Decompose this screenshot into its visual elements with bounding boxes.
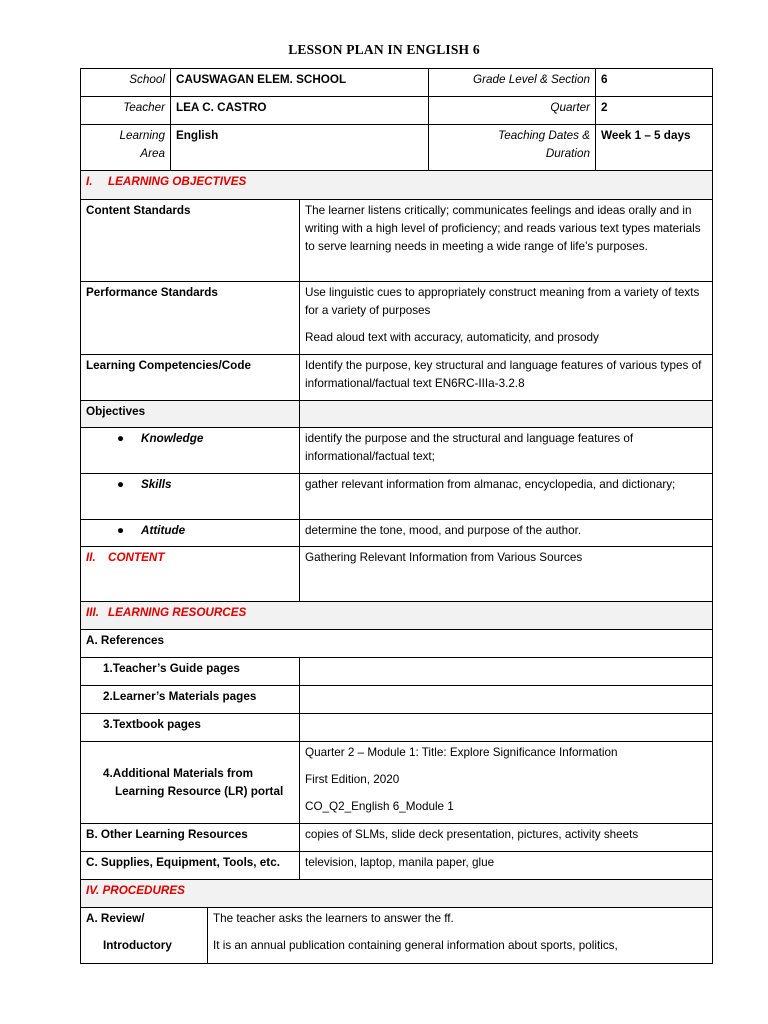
objectives-value [300,401,713,428]
quarter-label: Quarter [429,97,596,125]
header-row-school [81,69,713,97]
content-value: Gathering Relevant Information from Various Sources [300,547,713,602]
row-additional-materials [81,742,713,824]
bullet-icon: ● [117,478,125,491]
review-label [81,908,208,964]
additional-materials-value [300,742,713,824]
row-references [81,630,713,658]
content-standards-value: The learner listens critically; communicates feelings and ideas orally and in writing with a high level of proficiency; and reads various text types materials to serve learning needs in meeting a wide range of life’s purposes. [300,200,713,282]
performance-standards-label: Performance Standards [81,282,300,355]
header-row-area [81,125,713,171]
header-info-table [80,68,713,171]
knowledge-value: identify the purpose and the structural and language features of informational/factual text; [300,428,713,474]
row-content-standards [81,200,713,282]
review-value [208,908,713,964]
school-label: School [81,69,171,97]
other-resources-label: B. Other Learning Resources [81,824,300,852]
row-learners-materials [81,686,713,714]
row-review [81,908,713,964]
additional-materials-text-2: First Edition, 2020 [305,773,400,786]
row-objectives [81,401,713,428]
page-title: LESSON PLAN IN ENGLISH 6 [288,42,480,57]
teachers-guide-value [300,658,713,686]
row-knowledge [81,428,713,474]
grade-value: 6 [596,69,713,97]
bullet-icon: ● [117,432,125,445]
section-procedures [81,880,713,908]
section-learning-resources-header [81,602,713,630]
quarter-value: 2 [596,97,713,125]
learning-competencies-label: Learning Competencies/Code [81,355,300,401]
lesson-plan-table [80,170,713,964]
section-label: LEARNING OBJECTIVES [108,175,247,188]
teaching-dates-label-line1: Teaching Dates & [498,129,590,142]
row-textbook [81,714,713,742]
attitude-label-text: Attitude [141,524,186,537]
learning-competencies-value: Identify the purpose, key structural and language features of various types of informational/factual text EN6RC-IIIa-3.2.8 [300,355,713,401]
teaching-dates-label [429,125,596,171]
teacher-value: LEA C. CASTRO [171,97,429,125]
additional-materials-label-line1: 4.Additional Materials from [103,767,254,780]
performance-standards-value [300,282,713,355]
performance-standards-text-1: Use linguistic cues to appropriately construct meaning from a variety of texts for a variety of purposes [305,286,700,317]
performance-standards-text-2: Read aloud text with accuracy, automaticity, and prosody [305,331,599,344]
learning-area-label [81,125,171,171]
school-value: CAUSWAGAN ELEM. SCHOOL [171,69,429,97]
supplies-value: television, laptop, manila paper, glue [300,852,713,880]
additional-materials-text-3: CO_Q2_English 6_Module 1 [305,800,454,813]
section-num: IV. [86,884,100,897]
other-resources-value: copies of SLMs, slide deck presentation, pictures, activity sheets [300,824,713,852]
review-text-1: The teacher asks the learners to answer the ff. [213,912,454,925]
supplies-label: C. Supplies, Equipment, Tools, etc. [81,852,300,880]
skills-label-text: Skills [141,478,172,491]
objectives-label: Objectives [81,401,300,428]
bullet-icon: ● [117,524,125,537]
content-standards-label: Content Standards [81,200,300,282]
review-label-line2: Introductory [103,939,172,952]
section-label: LEARNING RESOURCES [108,606,247,619]
knowledge-label [81,428,300,474]
additional-materials-label [81,742,300,824]
attitude-label [81,520,300,547]
teachers-guide-label: 1.Teacher’s Guide pages [81,658,300,686]
section-learning-objectives [81,171,713,200]
grade-label: Grade Level & Section [429,69,596,97]
section-num: III. [86,606,99,619]
teaching-dates-label-line2: Duration [545,147,590,160]
row-teachers-guide [81,658,713,686]
knowledge-label-text: Knowledge [141,432,204,445]
teacher-label: Teacher [81,97,171,125]
learners-materials-label: 2.Learner’s Materials pages [81,686,300,714]
learning-area-label-line2: Area [140,147,165,160]
row-performance-standards [81,282,713,355]
learning-area-label-line1: Learning [119,129,165,142]
header-row-teacher [81,97,713,125]
teaching-dates-value: Week 1 – 5 days [596,125,713,171]
references-label: A. References [81,630,713,658]
row-learning-competencies [81,355,713,401]
review-label-line1: A. Review/ [86,912,145,925]
content-label-text: CONTENT [108,551,165,564]
learning-area-value: English [171,125,429,171]
row-attitude [81,520,713,547]
content-label [81,547,300,602]
section-learning-resources [81,602,713,630]
textbook-label: 3.Textbook pages [81,714,300,742]
row-content [81,547,713,602]
section-label: PROCEDURES [102,884,185,897]
review-text-2: It is an annual publication containing general information about sports, politics, [213,939,618,952]
learners-materials-value [300,686,713,714]
textbook-value [300,714,713,742]
additional-materials-text-1: Quarter 2 – Module 1: Title: Explore Significance Information [305,746,618,759]
skills-label [81,474,300,520]
row-other-resources [81,824,713,852]
additional-materials-label-line2: Learning Resource (LR) portal [115,785,284,798]
section-num: I. [86,175,93,188]
row-supplies [81,852,713,880]
section-learning-objectives-header [81,171,713,200]
content-num: II. [86,551,96,564]
section-procedures-header [81,880,713,908]
attitude-value: determine the tone, mood, and purpose of the author. [300,520,713,547]
row-skills [81,474,713,520]
skills-value: gather relevant information from almanac, encyclopedia, and dictionary; [300,474,713,520]
